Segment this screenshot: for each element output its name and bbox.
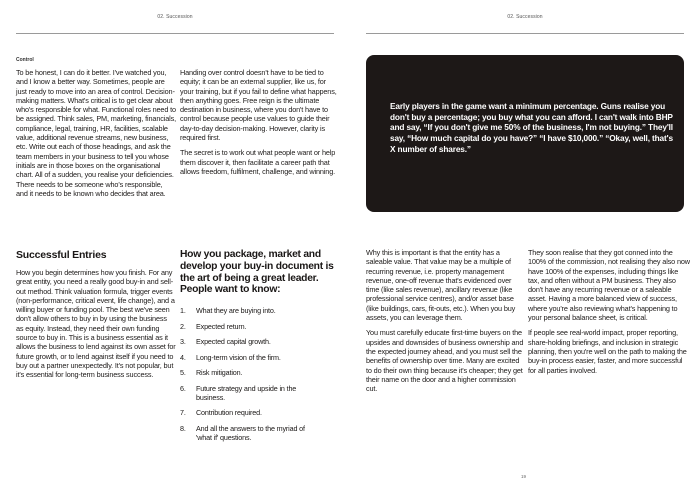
control-column-1 [16,68,176,204]
list-item: 3. Expected capital growth. [180,337,271,346]
list-item: 8. And all the answers to the myriad of 'what if' questions. [180,423,305,442]
package-heading: How you package, market and develop your buy-in document is the art of being a great leader. People want to know: [180,249,334,296]
control-column-2 [180,68,340,182]
control-paragraph: To be honest, I can do it better. I've watched you, and I know a better way. Sometimes, people are just ready to move into an area of control. Decision-making matters. What's critical is to get clear about who's responsible for what. Functional roles need to be assigned. Think sales, PM, marketing, financials, compliance, legal, training, HR, facilities, scalable value, additional revenue streams, new business, etc. Write out each of those headings, and ask the team members in your business to tell you whose initials are in those boxes on the organisational chart. All of a sudden, you realise your deficiencies. There needs to be someone who's responsible, and it needs to be known who decides that area. [16,68,176,198]
list-item: 2. Expected return. [180,321,247,331]
list-item: 4. Long-term vision of the firm. [180,352,281,362]
right-page [350,0,700,495]
body-paragraph: You must carefully educate first-time buyers on the upsides and downsides of business ownership and the expected journey ahead, and you must sell the benefits of ownership over time. Many are excited to do their own thing because it's cheaper; they get their name on the door and a higher commission cut. [366,328,524,394]
body-paragraph: Why this is important is that the entity has a saleable value. That value may be a multiple of recurring revenue, i.e. property management revenue, one-off revenue that's evidenced over time (like sales revenue), ancillary revenue (like professional service centres), and/or asset base (like buildings, cars, fit-outs, etc.). When you buy assets, you can leverage them. [366,248,516,323]
list-item: 1. What they are buying into. [180,306,276,315]
section-label: Control [16,57,34,63]
page-number: 19 [521,474,527,479]
successful-entries-heading: Successful Entries [16,249,107,261]
list-item: 5. Risk mitigation. [180,368,243,377]
successful-entries-body [16,268,176,386]
right-column-1 [366,248,526,399]
entries-paragraph: How you begin determines how you finish. For any great entity, you need a really good buy-in and sell-out method. Think valuation formula, trigger events (non-performance, critical event, life change), and a willing buyer or funding pool. The best we've seen don't allow others to buy in by using the business as equity. Instead, they need their own funding source to buy in. This is a business essential as it allows the business to lend against its own asset for future growth, or to lend against itself if you need to buy out a partner unexpectedly. It's not popular, but it's essential for long-term business success. [16,268,176,380]
pull-quote-box [366,55,684,212]
body-paragraph: If people see real-world impact, proper reporting, share-holding briefings, and inclusion in strategic planning, then you're well on the path to making the buy-in process easier, faster, and more successful for all parties involved. [528,328,687,375]
pull-quote: Early players in the game want a minimum percentage. Guns realise you don't buy a percentage; you buy what you can afford. I can't walk into BHP and say, “If you don't give me 50% of the business, I'm not buying.” They'll say, “How much capital do you have?” “I have $10,000.” “Okay, well, that's X number of shares.” [390,101,673,154]
list-item: 7. Contribution required. [180,408,262,417]
header-rule [366,33,684,34]
running-head: 02. Succession [507,14,543,20]
right-column-2 [528,248,690,381]
control-paragraph: Handing over control doesn't have to be tied to equity; it can be an external supplier, like us, for your training, but if you fail to define what happens, then anything goes. Free reign is the ultimate destination in business, where you don't have to control because people use values to guide their day-to-day decision-making. However, clarity is required first. [180,68,337,143]
list-item: 6. Future strategy and upside in the business. [180,383,297,402]
control-paragraph: The secret is to work out what people want or help them discover it, then facilitate a career path that allows freedom, fulfilment, challenge, and winning. [180,148,336,176]
body-paragraph: They soon realise that they got conned into the 100% of the commission, not realising they also now have 100% of the expenses, including things like tax, and often without a PM business. They also don't have any recurring revenue or a saleable asset. Having a more balanced view of success, where you're also reviewing what's happening to your personal balance sheet, is critical. [528,248,690,323]
header-rule [16,33,334,34]
people-want-list [180,306,316,448]
running-head: 02. Succession [157,14,193,20]
